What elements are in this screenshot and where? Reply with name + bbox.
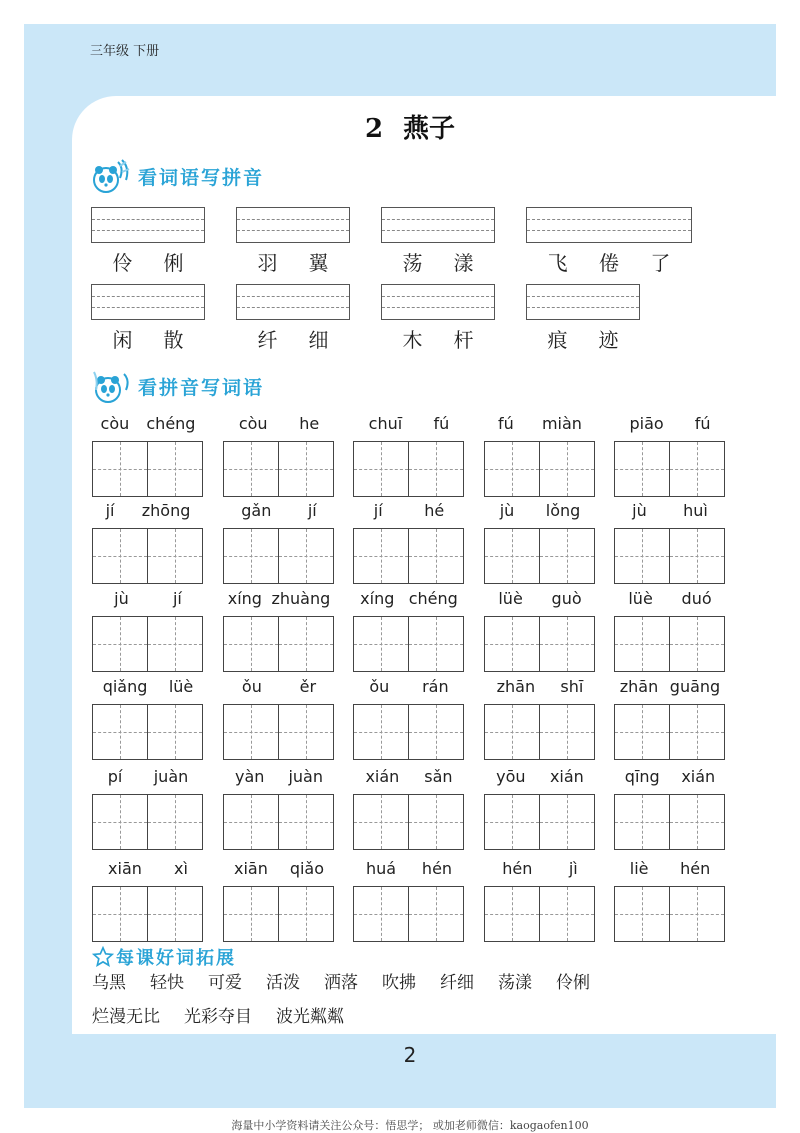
pinyin-syllable: zhōng xyxy=(141,501,191,520)
word-char: 了 xyxy=(650,251,671,275)
pinyin-answer-box[interactable] xyxy=(381,284,495,320)
character-writing-cell[interactable] xyxy=(484,886,540,942)
lesson-name: 燕子 xyxy=(403,114,456,144)
word-char: 飞 xyxy=(547,251,568,275)
pinyin-labels xyxy=(614,588,726,610)
pinyin-syllable: ǒu xyxy=(369,677,390,696)
pinyin-word-group xyxy=(484,413,596,497)
pinyin-word-group xyxy=(92,676,204,760)
pinyin-syllable: zhuàng xyxy=(271,589,331,608)
word-item xyxy=(236,284,350,353)
character-writing-cell[interactable] xyxy=(278,704,334,760)
pinyin-syllable: rán xyxy=(422,677,449,696)
character-writing-cell[interactable] xyxy=(353,794,409,850)
extension-word: 乌黑 xyxy=(92,973,126,993)
pinyin-syllable: juàn xyxy=(288,767,323,786)
pinyin-word-group xyxy=(484,676,596,760)
character-writing-cell[interactable] xyxy=(278,441,334,497)
pinyin-syllable: xì xyxy=(174,859,188,878)
character-writing-cell[interactable] xyxy=(147,704,203,760)
pinyin-syllable: lüè xyxy=(628,589,653,608)
character-writing-cell[interactable] xyxy=(484,704,540,760)
pinyin-syllable: qiǎng xyxy=(102,677,148,696)
word-char: 闲 xyxy=(112,328,133,352)
pinyin-syllable: lüè xyxy=(168,677,194,696)
character-writing-cell[interactable] xyxy=(408,704,464,760)
star-icon xyxy=(92,946,114,968)
pinyin-word-group xyxy=(92,766,204,850)
extension-words-row xyxy=(92,968,614,993)
character-writing-cell[interactable] xyxy=(539,794,595,850)
word-char: 散 xyxy=(163,328,184,352)
character-writing-cell[interactable] xyxy=(92,441,148,497)
pinyin-syllable: fú xyxy=(498,414,514,433)
character-writing-cell[interactable] xyxy=(92,616,148,672)
word-item xyxy=(236,207,350,276)
pinyin-labels xyxy=(614,413,726,435)
character-writing-cell[interactable] xyxy=(669,441,725,497)
tian-grid xyxy=(614,704,726,760)
panda-icon xyxy=(92,156,136,196)
character-writing-cell[interactable] xyxy=(669,704,725,760)
pinyin-word-group xyxy=(353,858,465,942)
pinyin-syllable: guāng xyxy=(669,677,721,696)
extension-word: 轻快 xyxy=(150,973,184,993)
pinyin-syllable: hé xyxy=(424,501,445,520)
pinyin-syllable: zhān xyxy=(496,677,536,696)
tian-grid xyxy=(614,794,726,850)
pinyin-labels xyxy=(614,766,726,788)
pinyin-syllable: juàn xyxy=(153,767,189,786)
character-writing-cell[interactable] xyxy=(223,616,279,672)
pinyin-word-group xyxy=(614,588,726,672)
tian-grid xyxy=(484,441,596,497)
tian-grid xyxy=(353,441,465,497)
pinyin-labels xyxy=(484,500,596,522)
pinyin-syllable: duó xyxy=(681,589,712,608)
character-writing-cell[interactable] xyxy=(353,704,409,760)
pinyin-syllable: hén xyxy=(680,859,711,878)
tian-grid xyxy=(484,528,596,584)
pinyin-labels xyxy=(92,588,204,610)
grade-label: 三年级 下册 xyxy=(90,44,160,59)
pinyin-syllable: chéng xyxy=(146,414,196,433)
pinyin-syllable: yōu xyxy=(496,767,526,786)
pinyin-word-group xyxy=(614,500,726,584)
pinyin-syllable: yàn xyxy=(235,767,265,786)
pinyin-syllable: qīng xyxy=(624,767,660,786)
lesson-number: 2 xyxy=(364,114,384,144)
pinyin-word-group xyxy=(353,588,465,672)
tian-grid xyxy=(223,528,335,584)
pinyin-syllable: zhān xyxy=(619,677,659,696)
footer-note: 海量中小学资料请关注公众号：悟思学； 或加老师微信：kaogaofen100 xyxy=(231,1119,589,1132)
extension-word: 吹拂 xyxy=(382,973,416,993)
character-writing-cell[interactable] xyxy=(408,886,464,942)
pinyin-labels xyxy=(484,676,596,698)
character-writing-cell[interactable] xyxy=(147,441,203,497)
pinyin-answer-box[interactable] xyxy=(91,207,205,243)
pinyin-word-group xyxy=(484,500,596,584)
word-char: 迹 xyxy=(598,328,619,352)
pinyin-syllable: shī xyxy=(560,677,584,696)
pinyin-answer-box[interactable] xyxy=(236,284,350,320)
pinyin-syllable: còu xyxy=(238,414,268,433)
character-writing-cell[interactable] xyxy=(669,794,725,850)
character-writing-cell[interactable] xyxy=(408,441,464,497)
word-char: 细 xyxy=(308,328,329,352)
tian-grid xyxy=(614,616,726,672)
character-writing-cell[interactable] xyxy=(408,616,464,672)
character-writing-cell[interactable] xyxy=(539,704,595,760)
pinyin-word-group xyxy=(484,858,596,942)
word-item xyxy=(526,284,640,353)
character-writing-cell[interactable] xyxy=(539,886,595,942)
pinyin-syllable: xíng xyxy=(227,589,262,608)
character-writing-cell[interactable] xyxy=(147,616,203,672)
pinyin-labels xyxy=(614,858,726,880)
tian-grid xyxy=(92,441,204,497)
pinyin-syllable: lǒng xyxy=(545,501,581,520)
character-writing-cell[interactable] xyxy=(147,886,203,942)
pinyin-syllable: gǎn xyxy=(241,501,272,520)
character-writing-cell[interactable] xyxy=(278,528,334,584)
pinyin-answer-box[interactable] xyxy=(526,284,640,320)
tian-grid xyxy=(484,794,596,850)
tian-grid xyxy=(484,704,596,760)
pinyin-syllable: xián xyxy=(365,767,400,786)
pinyin-word-group xyxy=(223,766,335,850)
pinyin-word-group xyxy=(92,858,204,942)
pinyin-word-group xyxy=(353,413,465,497)
character-writing-cell[interactable] xyxy=(353,886,409,942)
word-char: 羽 xyxy=(257,251,278,275)
pinyin-syllable: hén xyxy=(421,859,453,878)
tian-grid xyxy=(353,616,465,672)
pinyin-syllable: he xyxy=(299,414,320,433)
word-char: 伶 xyxy=(112,251,133,275)
pinyin-labels xyxy=(614,676,726,698)
pinyin-syllable: huì xyxy=(683,501,708,520)
tian-grid xyxy=(614,528,726,584)
word-char: 翼 xyxy=(308,251,329,275)
pinyin-word-group xyxy=(484,588,596,672)
extension-phrase: 光彩夺目 xyxy=(184,1007,252,1027)
character-writing-cell[interactable] xyxy=(92,794,148,850)
character-writing-cell[interactable] xyxy=(223,528,279,584)
tian-grid xyxy=(223,704,335,760)
tian-grid xyxy=(484,616,596,672)
character-writing-cell[interactable] xyxy=(539,528,595,584)
pinyin-labels xyxy=(92,858,204,880)
character-writing-cell[interactable] xyxy=(147,528,203,584)
character-writing-cell[interactable] xyxy=(484,794,540,850)
character-writing-cell[interactable] xyxy=(669,616,725,672)
pinyin-answer-box[interactable] xyxy=(381,207,495,243)
pinyin-word-group xyxy=(614,766,726,850)
pinyin-word-group xyxy=(614,858,726,942)
pinyin-syllable: ǒu xyxy=(241,677,262,696)
pinyin-answer-box[interactable] xyxy=(526,207,692,243)
pinyin-syllable: xián xyxy=(681,767,716,786)
pinyin-word-group xyxy=(92,588,204,672)
section-write-words-header xyxy=(92,366,264,406)
extension-word: 洒落 xyxy=(324,973,358,993)
pinyin-syllable: pí xyxy=(107,767,123,786)
character-writing-cell[interactable] xyxy=(223,441,279,497)
character-writing-cell[interactable] xyxy=(484,528,540,584)
pinyin-word-group xyxy=(92,500,204,584)
tian-grid xyxy=(223,441,335,497)
tian-grid xyxy=(353,886,465,942)
word-char: 漾 xyxy=(453,251,474,275)
pinyin-labels xyxy=(353,413,465,435)
pinyin-labels xyxy=(223,500,335,522)
character-writing-cell[interactable] xyxy=(539,441,595,497)
pinyin-syllable: xián xyxy=(549,767,584,786)
pinyin-syllable: lüè xyxy=(498,589,523,608)
character-writing-cell[interactable] xyxy=(614,616,670,672)
section-write-pinyin-header xyxy=(92,156,264,196)
pinyin-syllable: xiān xyxy=(233,859,268,878)
pinyin-labels xyxy=(614,500,726,522)
pinyin-syllable: ěr xyxy=(299,677,317,696)
pinyin-syllable: jí xyxy=(307,501,317,520)
pinyin-syllable: jí xyxy=(105,501,115,520)
word-char: 痕 xyxy=(547,328,568,352)
pinyin-word-group xyxy=(223,500,335,584)
character-writing-cell[interactable] xyxy=(223,886,279,942)
extension-word: 荡漾 xyxy=(498,973,532,993)
character-writing-cell[interactable] xyxy=(669,886,725,942)
pinyin-word-group xyxy=(353,500,465,584)
pinyin-labels xyxy=(353,500,465,522)
pinyin-syllable: liè xyxy=(629,859,649,878)
pinyin-syllable: jù xyxy=(114,589,129,608)
pinyin-syllable: hén xyxy=(502,859,533,878)
pinyin-word-group xyxy=(484,766,596,850)
extension-phrase: 烂漫无比 xyxy=(92,1007,160,1027)
word-char: 俐 xyxy=(163,251,184,275)
pinyin-labels xyxy=(92,676,204,698)
pinyin-syllable: fú xyxy=(694,414,711,433)
pinyin-word-group xyxy=(353,766,465,850)
pinyin-word-group xyxy=(614,413,726,497)
lesson-title xyxy=(0,108,800,145)
pinyin-syllable: miàn xyxy=(541,414,582,433)
section-write-pinyin-title: 看词语写拼音 xyxy=(138,166,265,189)
character-writing-cell[interactable] xyxy=(278,886,334,942)
extension-word: 伶俐 xyxy=(556,973,590,993)
pinyin-labels xyxy=(223,413,335,435)
word-char: 纤 xyxy=(257,328,278,352)
character-writing-cell[interactable] xyxy=(484,616,540,672)
pinyin-syllable: jí xyxy=(172,589,182,608)
pinyin-labels xyxy=(92,500,204,522)
character-writing-cell[interactable] xyxy=(614,441,670,497)
tian-grid xyxy=(484,886,596,942)
pinyin-labels xyxy=(353,588,465,610)
pinyin-labels xyxy=(92,766,204,788)
tian-grid xyxy=(353,704,465,760)
tian-grid xyxy=(223,886,335,942)
pinyin-answer-box[interactable] xyxy=(236,207,350,243)
character-writing-cell[interactable] xyxy=(223,704,279,760)
character-writing-cell[interactable] xyxy=(92,528,148,584)
character-writing-cell[interactable] xyxy=(92,886,148,942)
pinyin-word-group xyxy=(223,676,335,760)
extension-word: 活泼 xyxy=(266,973,300,993)
pinyin-labels xyxy=(223,676,335,698)
character-writing-cell[interactable] xyxy=(353,441,409,497)
tian-grid xyxy=(614,886,726,942)
character-writing-cell[interactable] xyxy=(147,794,203,850)
character-writing-cell[interactable] xyxy=(669,528,725,584)
extension-word: 可爱 xyxy=(208,973,242,993)
character-writing-cell[interactable] xyxy=(484,441,540,497)
pinyin-labels xyxy=(223,766,335,788)
extension-phrase: 波光粼粼 xyxy=(276,1007,344,1027)
pinyin-syllable: fú xyxy=(433,414,450,433)
section-write-words-title: 看拼音写词语 xyxy=(138,376,265,399)
pinyin-labels xyxy=(484,588,596,610)
tian-grid xyxy=(353,528,465,584)
pinyin-answer-box[interactable] xyxy=(91,284,205,320)
pinyin-labels xyxy=(353,676,465,698)
pinyin-labels xyxy=(353,858,465,880)
character-writing-cell[interactable] xyxy=(408,528,464,584)
pinyin-word-group xyxy=(614,676,726,760)
word-item xyxy=(381,284,495,353)
pinyin-syllable: guò xyxy=(551,589,582,608)
pinyin-labels xyxy=(92,413,204,435)
pinyin-labels xyxy=(484,766,596,788)
tian-grid xyxy=(92,704,204,760)
section-extension-header xyxy=(92,944,236,970)
tian-grid xyxy=(92,616,204,672)
tian-grid xyxy=(223,616,335,672)
pinyin-syllable: huá xyxy=(365,859,397,878)
pinyin-syllable: jù xyxy=(499,501,515,520)
pinyin-word-group xyxy=(92,413,204,497)
pinyin-syllable: còu xyxy=(100,414,130,433)
tian-grid xyxy=(353,794,465,850)
character-writing-cell[interactable] xyxy=(614,528,670,584)
word-char: 杆 xyxy=(453,328,474,352)
character-writing-cell[interactable] xyxy=(353,616,409,672)
word-char: 倦 xyxy=(598,251,619,275)
section-extension-title: 每课好词拓展 xyxy=(116,948,236,969)
pinyin-syllable: jù xyxy=(632,501,647,520)
tian-grid xyxy=(92,528,204,584)
character-writing-cell[interactable] xyxy=(353,528,409,584)
word-char: 荡 xyxy=(402,251,423,275)
pinyin-syllable: xiān xyxy=(108,859,142,878)
extension-phrases-row xyxy=(92,1002,368,1027)
word-item xyxy=(91,284,205,353)
pinyin-word-group xyxy=(353,676,465,760)
pinyin-labels xyxy=(353,766,465,788)
tian-grid xyxy=(92,794,204,850)
pinyin-word-group xyxy=(223,858,335,942)
extension-word: 纤细 xyxy=(440,973,474,993)
panda-icon xyxy=(92,366,136,406)
tian-grid xyxy=(223,794,335,850)
character-writing-cell[interactable] xyxy=(614,886,670,942)
pinyin-word-group xyxy=(223,413,335,497)
pinyin-syllable: chuī xyxy=(368,414,403,433)
page-number: 2 xyxy=(403,1043,417,1067)
pinyin-word-group xyxy=(223,588,335,672)
character-writing-cell[interactable] xyxy=(278,794,334,850)
tian-grid xyxy=(92,886,204,942)
character-writing-cell[interactable] xyxy=(614,794,670,850)
pinyin-syllable: sǎn xyxy=(424,767,453,786)
word-item xyxy=(381,207,495,276)
pinyin-syllable: qiǎo xyxy=(289,859,325,878)
character-writing-cell[interactable] xyxy=(539,616,595,672)
pinyin-syllable: jì xyxy=(568,859,578,878)
character-writing-cell[interactable] xyxy=(408,794,464,850)
character-writing-cell[interactable] xyxy=(92,704,148,760)
pinyin-labels xyxy=(484,413,596,435)
character-writing-cell[interactable] xyxy=(223,794,279,850)
pinyin-syllable: chéng xyxy=(408,589,458,608)
word-item xyxy=(526,207,692,276)
pinyin-syllable: xíng xyxy=(360,589,395,608)
pinyin-labels xyxy=(223,588,335,610)
pinyin-labels xyxy=(223,858,335,880)
character-writing-cell[interactable] xyxy=(614,704,670,760)
tian-grid xyxy=(614,441,726,497)
pinyin-labels xyxy=(484,858,596,880)
pinyin-syllable: jí xyxy=(373,501,383,520)
pinyin-syllable: piāo xyxy=(629,414,664,433)
character-writing-cell[interactable] xyxy=(278,616,334,672)
word-char: 木 xyxy=(402,328,423,352)
word-item xyxy=(91,207,205,276)
